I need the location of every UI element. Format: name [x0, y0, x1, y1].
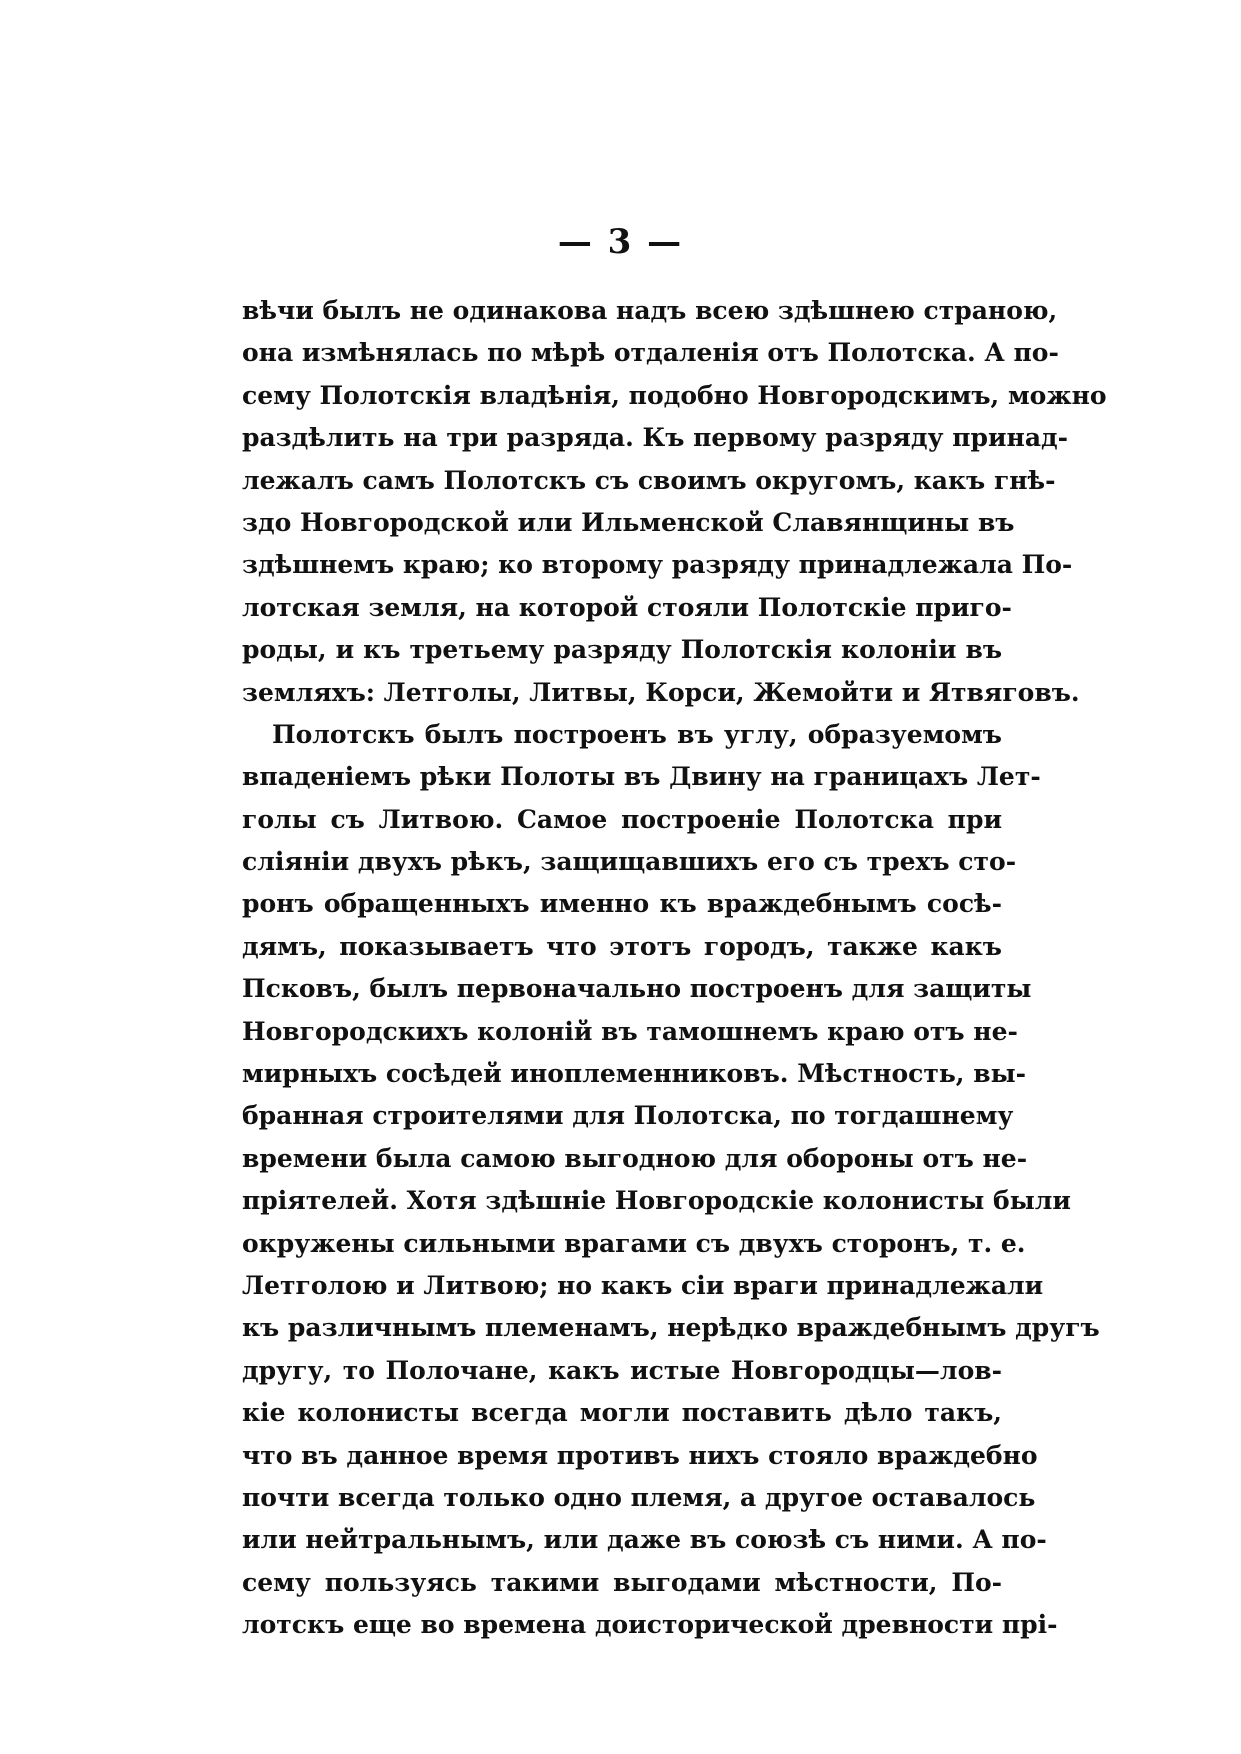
text-line: другу, то Полочане, какъ истые Новгородцы—лов- [242, 1355, 1002, 1385]
text-line: сему Полотскія владѣнія, подобно Новгородскимъ, можно [242, 380, 1107, 410]
text-line: кіе колонисты всегда могли поставить дѣло такъ, [242, 1398, 1002, 1428]
text-line: времени была самою выгодною для обороны отъ не- [242, 1143, 1028, 1173]
body-text [242, 290, 1107, 1647]
text-line: дямъ, показываетъ что этотъ городъ, также какъ [242, 931, 1002, 961]
paragraph-start-line: Полотскъ былъ построенъ въ углу, образуемомъ [272, 719, 1002, 749]
text-line: Новгородскихъ колоній въ тамошнемъ краю отъ не- [242, 1016, 1018, 1046]
text-line: здѣшнемъ краю; ко второму разряду принадлежала По- [242, 550, 1073, 580]
text-line: ронъ обращенныхъ именно къ враждебнымъ сосѣ- [242, 889, 1002, 919]
text-line: лотскъ еще во времена доисторической древности прі- [242, 1610, 1058, 1640]
text-line: мирныхъ сосѣдей иноплеменниковъ. Мѣстность, вы- [242, 1059, 1027, 1089]
text-line: роды, и къ третьему разряду Полотскія колоніи въ [242, 635, 1002, 665]
text-line: Летголою и Литвою; но какъ сіи враги принадлежали [242, 1270, 1044, 1300]
text-line: земляхъ: Летголы, Литвы, Корси, Жемойти и Ятвяговъ. [242, 677, 1080, 707]
text-line: Псковъ, былъ первоначально построенъ для защиты [242, 974, 1032, 1004]
text-line: голы съ Литвою. Самое построеніе Полотска при [242, 804, 1002, 834]
text-line: впаденіемъ рѣки Полоты въ Двину на границахъ Лет- [242, 762, 1041, 792]
text-line: она измѣнялась по мѣрѣ отдаленія отъ Полотска. А по- [242, 338, 1059, 368]
text-line: здо Новгородской или Ильменской Славянщины въ [242, 507, 1015, 537]
text-line: вѣчи былъ не одинакова надъ всею здѣшнею страною, [242, 296, 1058, 325]
text-line: или нейтральнымъ, или даже въ союзѣ съ ними. А по- [242, 1525, 1047, 1555]
text-line: что въ данное время противъ нихъ стояло враждебно [242, 1440, 1038, 1470]
text-line: сему пользуясь такими выгодами мѣстности, По- [242, 1567, 1002, 1597]
page-number: — 3 — [557, 222, 684, 262]
text-line: къ различнымъ племенамъ, нерѣдко враждебнымъ другъ [242, 1313, 1100, 1343]
text-line: пріятелей. Хотя здѣшніе Новгородскіе колонисты были [242, 1186, 1071, 1216]
text-line: сліяніи двухъ рѣкъ, защищавшихъ его съ трехъ сто- [242, 847, 1017, 877]
text-line: лежалъ самъ Полотскъ съ своимъ округомъ, какъ гнѣ- [242, 465, 1056, 495]
text-line: лотская земля, на которой стояли Полотскіе приго- [242, 592, 1012, 622]
text-line: почти всегда только одно племя, а другое оставалось [242, 1482, 1036, 1512]
text-line: раздѣлить на три разряда. Къ первому разряду принад- [242, 423, 1069, 453]
text-line: бранная строителями для Полотска, по тогдашнему [242, 1101, 1014, 1131]
text-line: окружены сильными врагами съ двухъ сторонъ, т. е. [242, 1228, 1026, 1258]
